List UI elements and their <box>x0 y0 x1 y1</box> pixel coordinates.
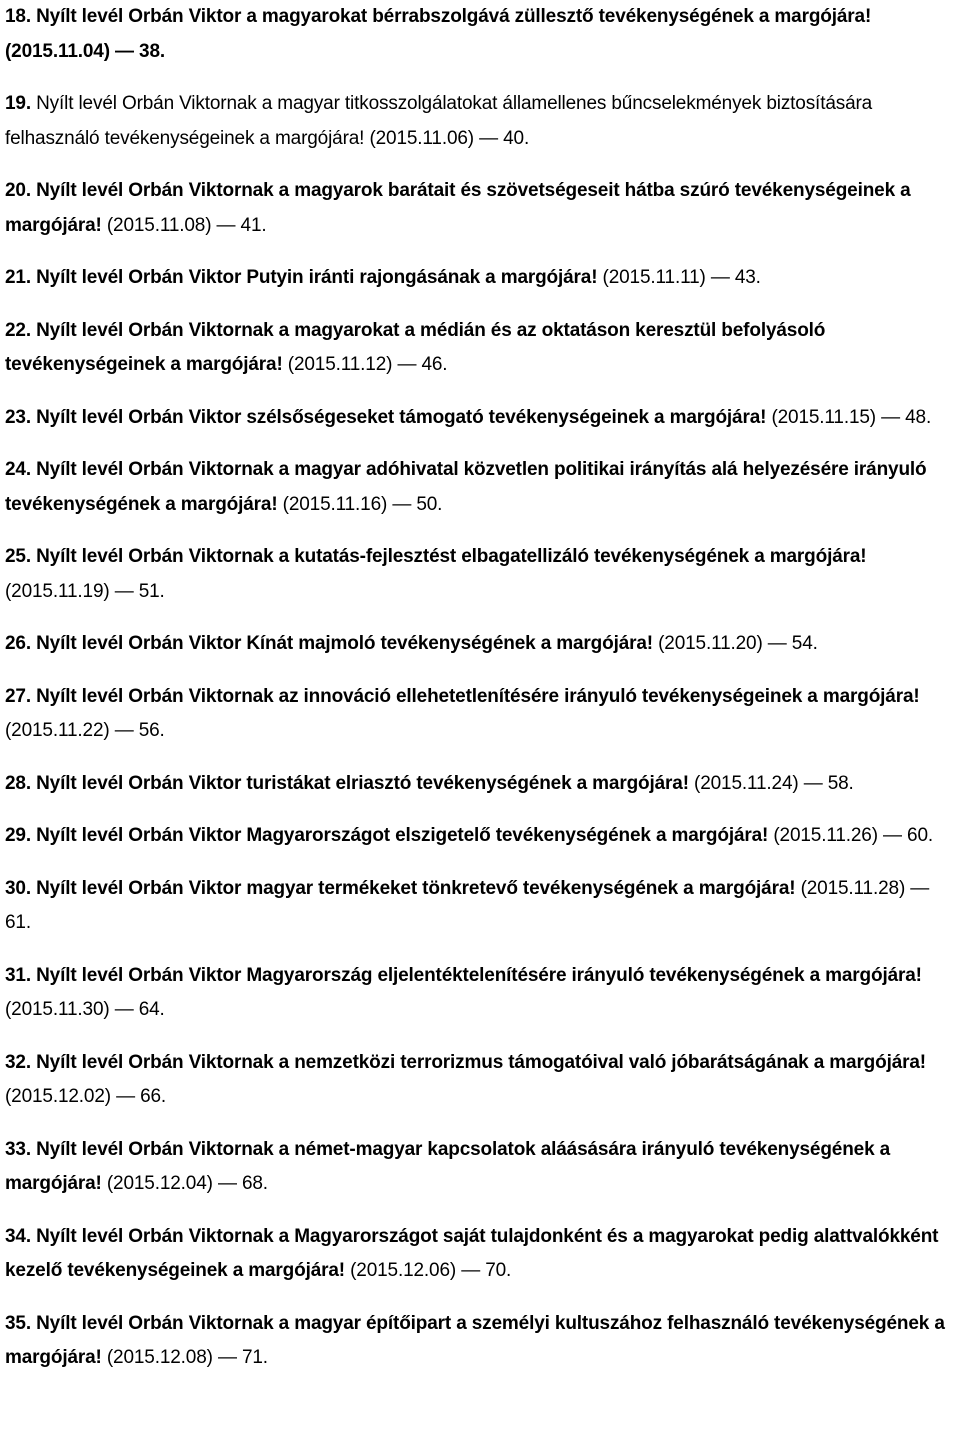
toc-entry[interactable] <box>5 959 958 1028</box>
toc-entry[interactable] <box>5 680 958 749</box>
entry-number: 32. <box>5 1051 31 1073</box>
entry-page: 68. <box>241 1173 268 1194</box>
entry-title: Nyílt levél Orbán Viktornak a nemzetközi terrorizmus támogatóival való jóbarátságának a margójára! <box>36 1051 926 1073</box>
entry-title: Nyílt levél Orbán Viktornak a kutatás-fejlesztést elbagatellizáló tevékenységének a margójára! <box>36 546 867 567</box>
entry-date: (2015.11.16) <box>282 493 388 515</box>
entry-title: Nyílt levél Orbán Viktornak a magyar adóhivatal közvetlen politikai irányítás alá helyezésére irányuló tevékenységének a margójára! <box>5 459 927 515</box>
entry-number: 20. <box>5 180 31 201</box>
entry-date: (2015.11.15) <box>771 406 876 428</box>
entry-number: 18. <box>5 6 31 27</box>
entry-date: (2015.11.11) <box>602 267 706 288</box>
entry-number: 33. <box>5 1138 31 1160</box>
toc-entry[interactable] <box>5 401 958 436</box>
toc-entry[interactable] <box>5 819 958 854</box>
entry-dash: — <box>397 354 417 375</box>
entry-title: Nyílt levél Orbán Viktor Magyarországot elszigetelő tevékenységének a margójára! <box>36 825 769 846</box>
entry-number: 28. <box>5 772 31 794</box>
entry-number: 27. <box>5 685 31 707</box>
entry-page: 51. <box>138 580 165 602</box>
entry-dash: — <box>767 633 787 654</box>
entry-page: 46. <box>421 354 448 375</box>
entry-title: Nyílt levél Orbán Viktornak a magyar építőipart a személyi kultuszához felhasználó tevékenységének a margójára! <box>5 1312 945 1368</box>
entry-page: 70. <box>485 1260 512 1281</box>
entry-dash: — <box>710 267 730 288</box>
toc-entry[interactable] <box>5 174 958 243</box>
entry-dash: — <box>216 214 236 236</box>
entry-date: (2015.11.24) <box>694 772 799 794</box>
toc-entry[interactable] <box>5 627 958 662</box>
entry-dash: — <box>803 772 823 794</box>
entry-number: 29. <box>5 825 31 846</box>
entry-dash: — <box>217 1347 237 1368</box>
entry-dash: — <box>114 720 134 741</box>
entry-page: 61. <box>5 912 31 933</box>
entry-title: Nyílt levél Orbán Viktor a magyarokat bérrabszolgává züllesztő tevékenységének a margójára! <box>36 6 872 27</box>
entry-number: 35. <box>5 1312 31 1334</box>
entry-date: (2015.11.28) <box>800 877 906 899</box>
entry-title: Nyílt levél Orbán Viktornak a német-magyar kapcsolatok aláásására irányuló tevékenységének a margójára! <box>5 1138 891 1194</box>
entry-dash: — <box>881 406 900 428</box>
entry-date: (2015.11.20) <box>658 633 763 654</box>
entry-title: Nyílt levél Orbán Viktornak az innováció ellehetetlenítésére irányuló tevékenységeinek a margójára! <box>36 685 920 707</box>
entry-date: (2015.11.26) <box>773 825 878 846</box>
table-of-contents <box>5 0 958 1394</box>
entry-number: 23. <box>5 406 31 428</box>
toc-entry[interactable] <box>5 453 958 522</box>
entry-number: 25. <box>5 546 31 567</box>
entry-page: 38. <box>139 40 166 62</box>
entry-date: (2015.11.12) <box>287 354 393 375</box>
entry-date: (2015.11.22) <box>5 720 110 741</box>
entry-page: 54. <box>791 633 818 654</box>
entry-title: Nyílt levél Orbán Viktor szélsőségeseket támogató tevékenységeinek a margójára! <box>36 406 767 428</box>
toc-entry[interactable] <box>5 0 958 69</box>
entry-dash: — <box>115 40 134 62</box>
entry-title: Nyílt levél Orbán Viktornak a magyarokat a médián és az oktatáson keresztül befolyásoló tevékenységeinek a margójára! <box>5 319 826 375</box>
entry-page: 58. <box>827 772 854 794</box>
toc-entry[interactable] <box>5 1046 958 1115</box>
toc-entry[interactable] <box>5 872 958 941</box>
toc-entry[interactable] <box>5 1220 958 1289</box>
entry-dash: — <box>479 127 498 149</box>
entry-date: (2015.11.06) <box>369 127 474 149</box>
toc-entry[interactable] <box>5 767 958 802</box>
entry-title: Nyílt levél Orbán Viktor Putyin iránti rajongásának a margójára! <box>36 267 598 288</box>
entry-page: 48. <box>905 406 932 428</box>
entry-dash: — <box>392 493 412 515</box>
entry-page: 40. <box>503 127 530 149</box>
entry-number: 30. <box>5 877 31 899</box>
entry-date: (2015.11.30) <box>5 999 110 1020</box>
entry-title: Nyílt levél Orbán Viktornak a magyarok barátait és szövetségeseit hátba szúró tevékenységeinek a margójára! <box>5 180 911 236</box>
entry-date: (2015.11.04) <box>5 40 110 62</box>
entry-page: 66. <box>140 1086 167 1107</box>
entry-date: (2015.12.04) <box>106 1173 213 1194</box>
entry-number: 26. <box>5 633 31 654</box>
entry-number: 34. <box>5 1225 31 1247</box>
entry-number: 22. <box>5 319 31 341</box>
entry-dash: — <box>461 1260 481 1281</box>
entry-title: Nyílt levél Orbán Viktornak a magyar titkosszolgálatokat államellenes bűncselekmények biztosítására felhasználó tevékenységeinek a margójára! <box>5 93 873 149</box>
toc-entry[interactable] <box>5 1133 958 1202</box>
entry-title: Nyílt levél Orbán Viktor Kínát majmoló tevékenységének a margójára! <box>36 633 653 654</box>
entry-dash: — <box>217 1173 237 1194</box>
entry-dash: — <box>114 999 134 1020</box>
entry-dash: — <box>116 1086 135 1107</box>
entry-number: 19. <box>5 93 31 114</box>
entry-page: 60. <box>907 825 934 846</box>
entry-date: (2015.11.19) <box>5 580 110 602</box>
entry-page: 43. <box>734 267 761 288</box>
entry-dash: — <box>883 825 902 846</box>
entry-title: Nyílt levél Orbán Viktornak a Magyarországot saját tulajdonként és a magyarokat pedig alattvalókként kezelő tevékenységeinek a margójára! <box>5 1225 939 1281</box>
entry-title: Nyílt levél Orbán Viktor magyar termékeket tönkretevő tevékenységének a margójára! <box>36 877 796 899</box>
entry-page: 50. <box>416 493 443 515</box>
toc-entry[interactable] <box>5 261 958 296</box>
toc-entry[interactable] <box>5 314 958 383</box>
entry-date: (2015.12.02) <box>5 1086 111 1107</box>
entry-dash: — <box>910 877 930 899</box>
entry-dash: — <box>114 580 134 602</box>
entry-number: 24. <box>5 459 31 480</box>
entry-page: 71. <box>241 1347 268 1368</box>
entry-title: Nyílt levél Orbán Viktor turistákat elriasztó tevékenységének a margójára! <box>36 772 689 794</box>
toc-entry[interactable] <box>5 540 958 609</box>
entry-number: 21. <box>5 267 31 288</box>
entry-page: 64. <box>138 999 165 1020</box>
entry-date: (2015.12.08) <box>106 1347 213 1368</box>
entry-page: 56. <box>138 720 165 741</box>
entry-page: 41. <box>240 214 267 236</box>
entry-date: (2015.12.06) <box>350 1260 457 1281</box>
entry-date: (2015.11.08) <box>106 214 212 236</box>
toc-entry[interactable] <box>5 1307 958 1376</box>
toc-entry[interactable] <box>5 87 958 156</box>
entry-title: Nyílt levél Orbán Viktor Magyarország eljelentéktelenítésére irányuló tevékenységének a margójára! <box>36 964 922 986</box>
entry-number: 31. <box>5 964 31 986</box>
